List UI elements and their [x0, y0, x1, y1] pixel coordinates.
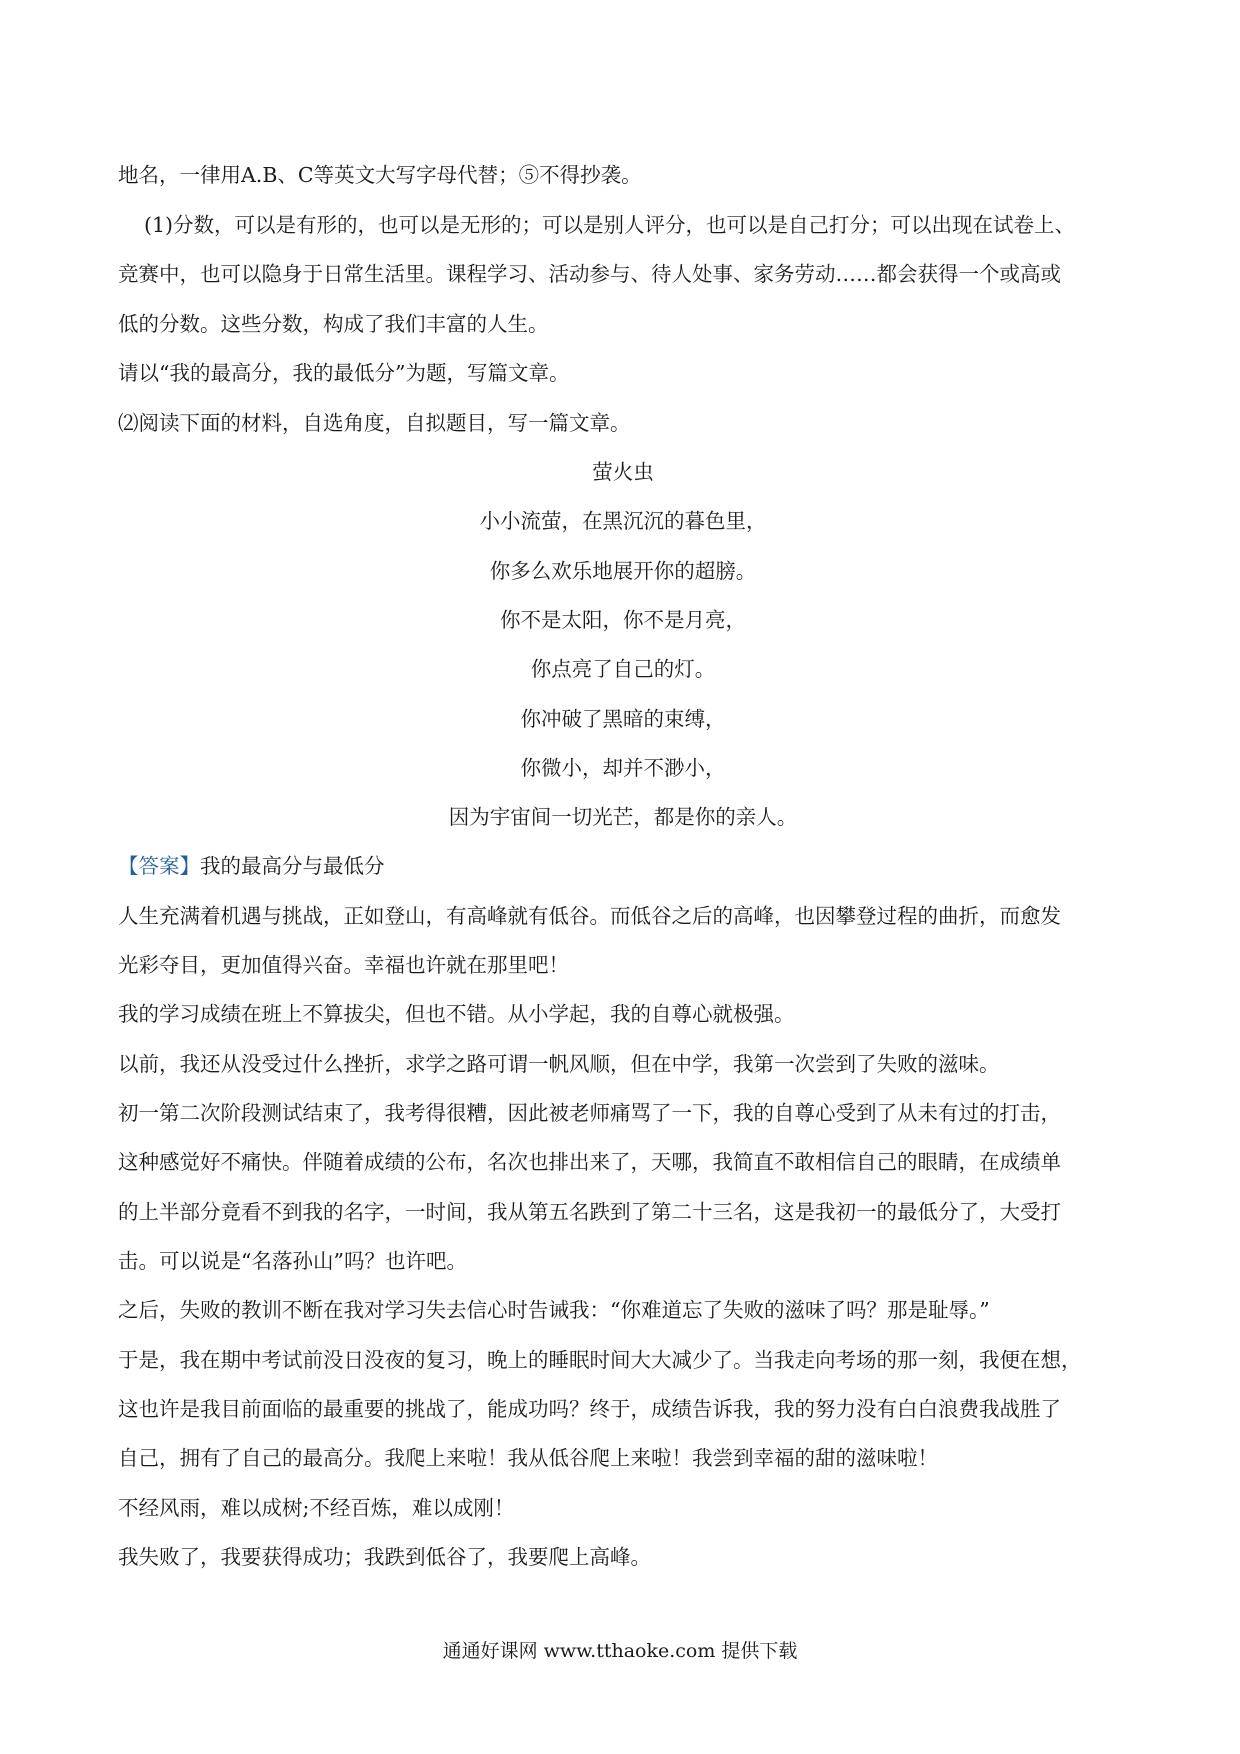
- answer-line-10: 于是，我在期中考试前没日没夜的复习，晚上的睡眠时间大大减少了。当我走向考场的那一刻，我便在想，: [118, 1348, 1082, 1372]
- answer-line-12: 自己，拥有了自己的最高分。我爬上来啦！我从低谷爬上来啦！我尝到幸福的甜的滋味啦！: [118, 1446, 938, 1470]
- poem-line-7: 因为宇宙间一切光芒，都是你的亲人。: [448, 805, 798, 829]
- prompt1-line-4: 请以“我的最高分，我的最低分”为题，写篇文章。: [118, 361, 570, 385]
- poem-line-2: 你多么欢乐地展开你的超膀。: [489, 559, 757, 583]
- answer-line-13: 不经风雨，难以成树;不经百炼，难以成刚！: [118, 1496, 515, 1520]
- answer-line-1: 人生充满着机遇与挑战，正如登山，有高峰就有低谷。而低谷之后的高峰，也因攀登过程的曲折，而愈发: [118, 904, 1061, 928]
- answer-line-7: 的上半部分竟看不到我的名字，一时间，我从第五名跌到了第二十三名，这是我初一的最低分了，大受打: [118, 1200, 1061, 1224]
- prompt1-line-3: 低的分数。这些分数，构成了我们丰富的人生。: [118, 312, 549, 336]
- prompt2-line: ⑵阅读下面的材料，自选角度，自拟题目，写一篇文章。: [118, 411, 631, 435]
- answer-line-3: 我的学习成绩在班上不算拔尖，但也不错。从小学起，我的自尊心就极强。: [118, 1002, 795, 1026]
- answer-tag: 【答案】: [118, 854, 200, 878]
- answer-line-14: 我失败了，我要获得成功；我跌到低谷了，我要爬上高峰。: [118, 1545, 651, 1569]
- prompt1-line-1: (1)分数，可以是有形的，也可以是无形的；可以是别人评分，也可以是自己打分；可以出现在试卷上、: [144, 213, 1076, 237]
- intro-line: 地名，一律用A.B、C等英文大写字母代替；⑤不得抄袭。: [118, 163, 642, 187]
- answer-heading: [118, 852, 1128, 880]
- answer-line-2: 光彩夺目，更加值得兴奋。幸福也许就在那里吧！: [118, 953, 569, 977]
- answer-line-11: 这也许是我目前面临的最重要的挑战了，能成功吗？终于，成绩告诉我，我的努力没有白白浪费我战胜了: [118, 1397, 1061, 1421]
- poem-line-3: 你不是太阳，你不是月亮，: [500, 608, 746, 632]
- prompt1-line-2: 竞赛中，也可以隐身于日常生活里。课程学习、活动参与、待人处事、家务劳动……都会获得一个或高或: [118, 262, 1061, 286]
- answer-line-9: 之后，失败的教训不断在我对学习失去信心时告诫我：“你难道忘了失败的滋味了吗？那是耻辱。”: [118, 1298, 990, 1322]
- footer-text[interactable]: 通通好课网 www.tthaoke.com 提供下载: [442, 1640, 798, 1662]
- poem-line-1: 小小流萤，在黑沉沉的暮色里，: [479, 509, 767, 533]
- poem-line-6: 你微小，却并不渺小，: [520, 756, 726, 780]
- answer-line-5: 初一第二次阶段测试结束了，我考得很糟，因此被老师痛骂了一下，我的自尊心受到了从未有过的打击，: [118, 1101, 1061, 1125]
- poem-line-5: 你冲破了黑暗的束缚，: [520, 707, 726, 731]
- answer-line-8: 击。可以说是“名落孙山”吗？也许吧。: [118, 1249, 467, 1273]
- answer-line-4: 以前，我还从没受过什么挫折，求学之路可谓一帆风顺，但在中学，我第一次尝到了失败的滋味。: [118, 1052, 1000, 1076]
- poem-line-4: 你点亮了自己的灯。: [530, 657, 716, 681]
- poem-title: 萤火虫: [592, 460, 654, 484]
- answer-title: 我的最高分与最低分: [200, 854, 385, 878]
- answer-line-6: 这种感觉好不痛快。伴随着成绩的公布，名次也排出来了，天哪，我简直不敢相信自己的眼睛，在成绩单: [118, 1150, 1061, 1174]
